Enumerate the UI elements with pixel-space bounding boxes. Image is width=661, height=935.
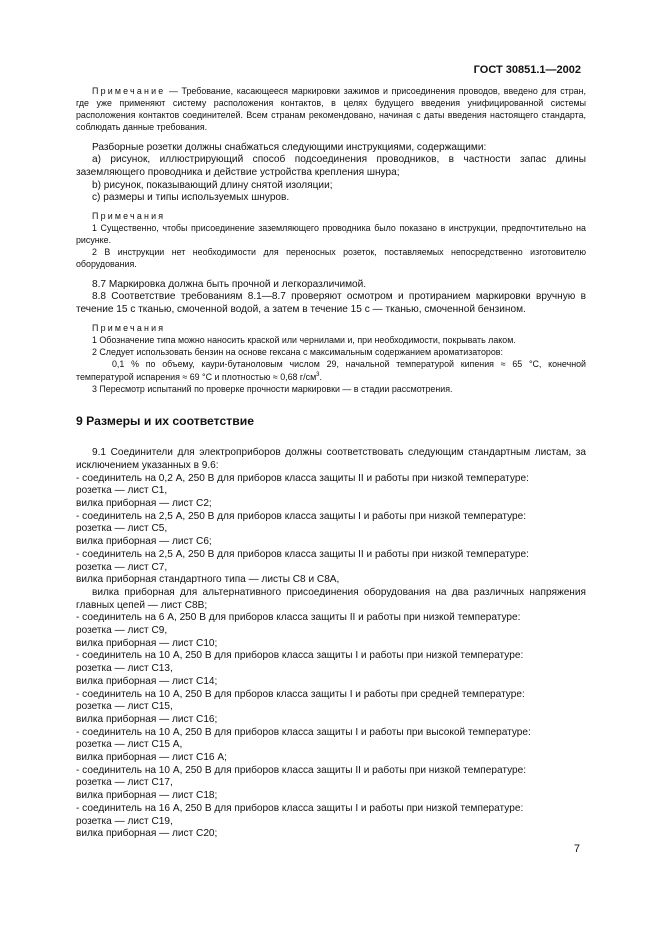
s9-line: розетка — лист С1, — [76, 485, 168, 497]
note-label: Примечание — [92, 86, 166, 96]
s9-line: вилка приборная стандартного типа — листы С8 и С8А, — [76, 574, 340, 586]
instructions-item-a: а) рисунок, иллюстрирующий способ подсоединения проводников, в частности запас длины заземляющего проводника и действие устройства крепления шнура; — [76, 154, 586, 179]
s9-line: - соединитель на 10 А, 250 В для приборов класса защиты II и работы при низкой температуре: — [76, 764, 527, 776]
cubic-superscript: 3 — [316, 372, 320, 379]
s9-line: - соединитель на 10 А, 250 В для приборов класса защиты I и работы при высокой температуре: — [76, 726, 531, 738]
notes-2-item-2-end: . — [319, 372, 322, 383]
notes-1-item-2: 2 В инструкции нет необходимости для переносных розеток, поставляемых непосредственно изготовителю оборудования. — [76, 246, 586, 269]
page-number: 7 — [573, 843, 580, 855]
s9-line: вилка приборная — лист С2; — [76, 498, 212, 509]
page-content — [76, 86, 586, 841]
clause-9-1-intro: 9.1 Соединители для электроприборов должны соответствовать следующим стандартным листам, за исключением указанных в 9.6: — [76, 447, 586, 471]
section-9-heading: 9 Размеры и их соответствие — [76, 414, 254, 429]
s9-line: розетка — лист С5, — [76, 523, 168, 535]
s9-line: вилка приборная — лист С20; — [76, 828, 218, 840]
notes-1-item-1: 1 Существенно, чтобы присоединение заземляющего проводника было показано в инструкции, предпочтительно на рисунке. — [76, 223, 586, 245]
notes-2-item-2-continued — [76, 359, 586, 385]
notes-2-item-2-text: 0,1 % по объему, каури-бутаноловым числом 29, начальной температурой кипения ≈ 65 °С, конечной температурой испарения ≈ 69 °С и плотностью ≈ 0,68 г/см — [76, 358, 586, 383]
s9-line: - соединитель на 10 А, 250 В для приборов класса защиты I и работы при низкой температуре: — [76, 650, 524, 662]
s9-line: - соединитель на 2,5 А, 250 В для приборов класса защиты II и работы при низкой температуре: — [76, 548, 529, 560]
instructions-intro: Разборные розетки должны снабжаться следующими инструкциями, содержащими: — [92, 141, 487, 153]
s9-line: - соединитель на 16 А, 250 В для приборов класса защиты I и работы при низкой температуре: — [76, 802, 524, 814]
s9-line: розетка — лист С7, — [76, 561, 168, 573]
s9-line: розетка — лист С17, — [76, 777, 173, 789]
s9-line: вилка приборная — лист С18; — [76, 790, 218, 802]
s9-line: вилка приборная — лист С16; — [76, 713, 218, 725]
note-top — [76, 86, 586, 134]
notes-1-label: Примечания — [92, 211, 166, 222]
s9-line: вилка приборная — лист С10; — [76, 637, 218, 649]
notes-2-item-1: 1 Обозначение типа можно наносить краской или чернилами и, при необходимости, покрывать лаком. — [92, 334, 516, 345]
s9-line: вилка приборная — лист С6; — [76, 536, 212, 548]
s9-line: вилка приборная для альтернативного присоединения оборудования на два различных напряжения главных цепей — лист С8В; — [76, 586, 586, 611]
note-text: — Требование, касающееся маркировки зажимов и присоединения проводов, введено для стран, где уже применяют систему расположения контактов, в целях будущего введения унифицированной системы расположения контактов соединителей. Всем странам рекомендовано, начиная с даты введения настоящего стандарта, соблюдать данные требования. — [76, 86, 586, 132]
s9-line: розетка — лист С9, — [76, 625, 168, 637]
s9-line: розетка — лист С19, — [76, 815, 173, 827]
s9-line: вилка приборная — лист С16 А; — [76, 752, 227, 764]
instructions-item-b: b) рисунок, показывающий длину снятой изоляции; — [92, 179, 333, 191]
s9-line: - соединитель на 2,5 А, 250 В для приборов класса защиты I и работы при низкой температуре: — [76, 510, 527, 522]
s9-line: - соединитель на 10 А, 250 В для прборов класса защиты I и работы при средней температуре: — [76, 688, 525, 700]
clause-8-7: 8.7 Маркировка должна быть прочной и легкоразличимой. — [92, 278, 367, 290]
notes-2-item-2: 2 Следует использовать бензин на основе гексана с максимальным содержанием ароматизаторов: — [92, 346, 503, 357]
s9-line: розетка — лист С13, — [76, 663, 173, 675]
clause-8-8: 8.8 Соответствие требованиям 8.1—8.7 проверяют осмотром и протиранием маркировки вручную в течение 15 с тканью, смоченной водой, а затем в течение 15 с — тканью, смоченной бензином. — [76, 291, 586, 316]
s9-line: вилка приборная — лист С14; — [76, 675, 218, 687]
s9-line: - соединитель на 6 А, 250 В для приборов класса защиты II и работы при низкой температуре: — [76, 612, 521, 624]
notes-2-label: Примечания — [92, 322, 166, 333]
s9-line: - соединитель на 0,2 А, 250 В для приборов класса защиты II и работы при низкой температуре: — [76, 472, 529, 484]
s9-line: розетка — лист С15, — [76, 701, 173, 713]
standard-header: ГОСТ 30851.1—2002 — [473, 64, 581, 76]
notes-2-item-3: 3 Пересмотр испытаний по проверке прочности маркировки — в стадии рассмотрения. — [92, 384, 453, 395]
s9-line: розетка — лист С15 А, — [76, 739, 183, 751]
instructions-item-c: с) размеры и типы используемых шнуров. — [92, 192, 290, 204]
